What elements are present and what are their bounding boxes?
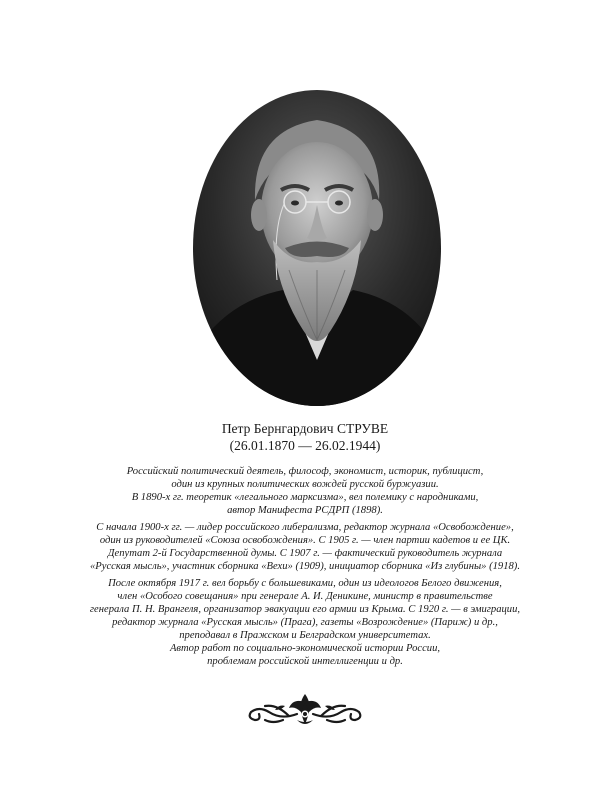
bio-paragraph	[60, 465, 550, 517]
bio-line: В 1890-х гг. теоретик «легального марксизма», вел полемику с народниками,	[131, 492, 479, 503]
bio-line: Депутат 2-й Государственной думы. С 1907 г. — фактический руководитель журнала	[107, 548, 503, 559]
bio-line: проблемам российской интеллигенции и др.	[207, 656, 403, 667]
bio-line: генерала П. Н. Врангеля, организатор эвакуации его армии из Крыма. С 1920 г. — в эмиграции,	[89, 604, 521, 615]
bio-line: Российский политический деятель, философ, экономист, историк, публицист,	[126, 466, 484, 477]
bio-line: преподавал в Пражском и Белградском университетах.	[179, 630, 431, 641]
bio-line: Автор работ по социально-экономической истории России,	[169, 643, 441, 654]
bio-line: член «Особого совещания» при генерале А. И. Деникине, министр в правительстве	[117, 591, 493, 602]
biography	[60, 465, 550, 672]
bio-paragraph	[60, 521, 550, 573]
life-dates: (26.01.1870 — 26.02.1944)	[229, 438, 381, 453]
bio-line: После октября 1917 г. вел борьбу с большевиками, один из идеологов Белого движения,	[108, 578, 502, 589]
bio-line: автор Манифеста РСДРП (1898).	[227, 505, 383, 516]
portrait-photo	[193, 90, 441, 406]
portrait-caption	[0, 420, 610, 454]
bio-line: редактор журнала «Русская мысль» (Прага), газеты «Возрождение» (Париж) и др.,	[112, 617, 498, 628]
person-name: Петр Бернгардович СТРУВЕ	[221, 421, 389, 436]
bio-paragraph	[60, 577, 550, 668]
bio-line: «Русская мысль», участник сборника «Вехи» (1909), инициатор сборника «Из глубины» (1918).	[90, 561, 520, 572]
ornament-flourish-icon	[245, 690, 365, 730]
bio-line: С начала 1900-х гг. — лидер российского либерализма, редактор журнала «Освобождение»,	[96, 522, 514, 533]
bio-line: один из руководителей «Союза освобождения». С 1905 г. — член партии кадетов и ее ЦК.	[99, 535, 511, 546]
bio-line: один из крупных политических вождей русской буржуазии.	[171, 479, 439, 490]
